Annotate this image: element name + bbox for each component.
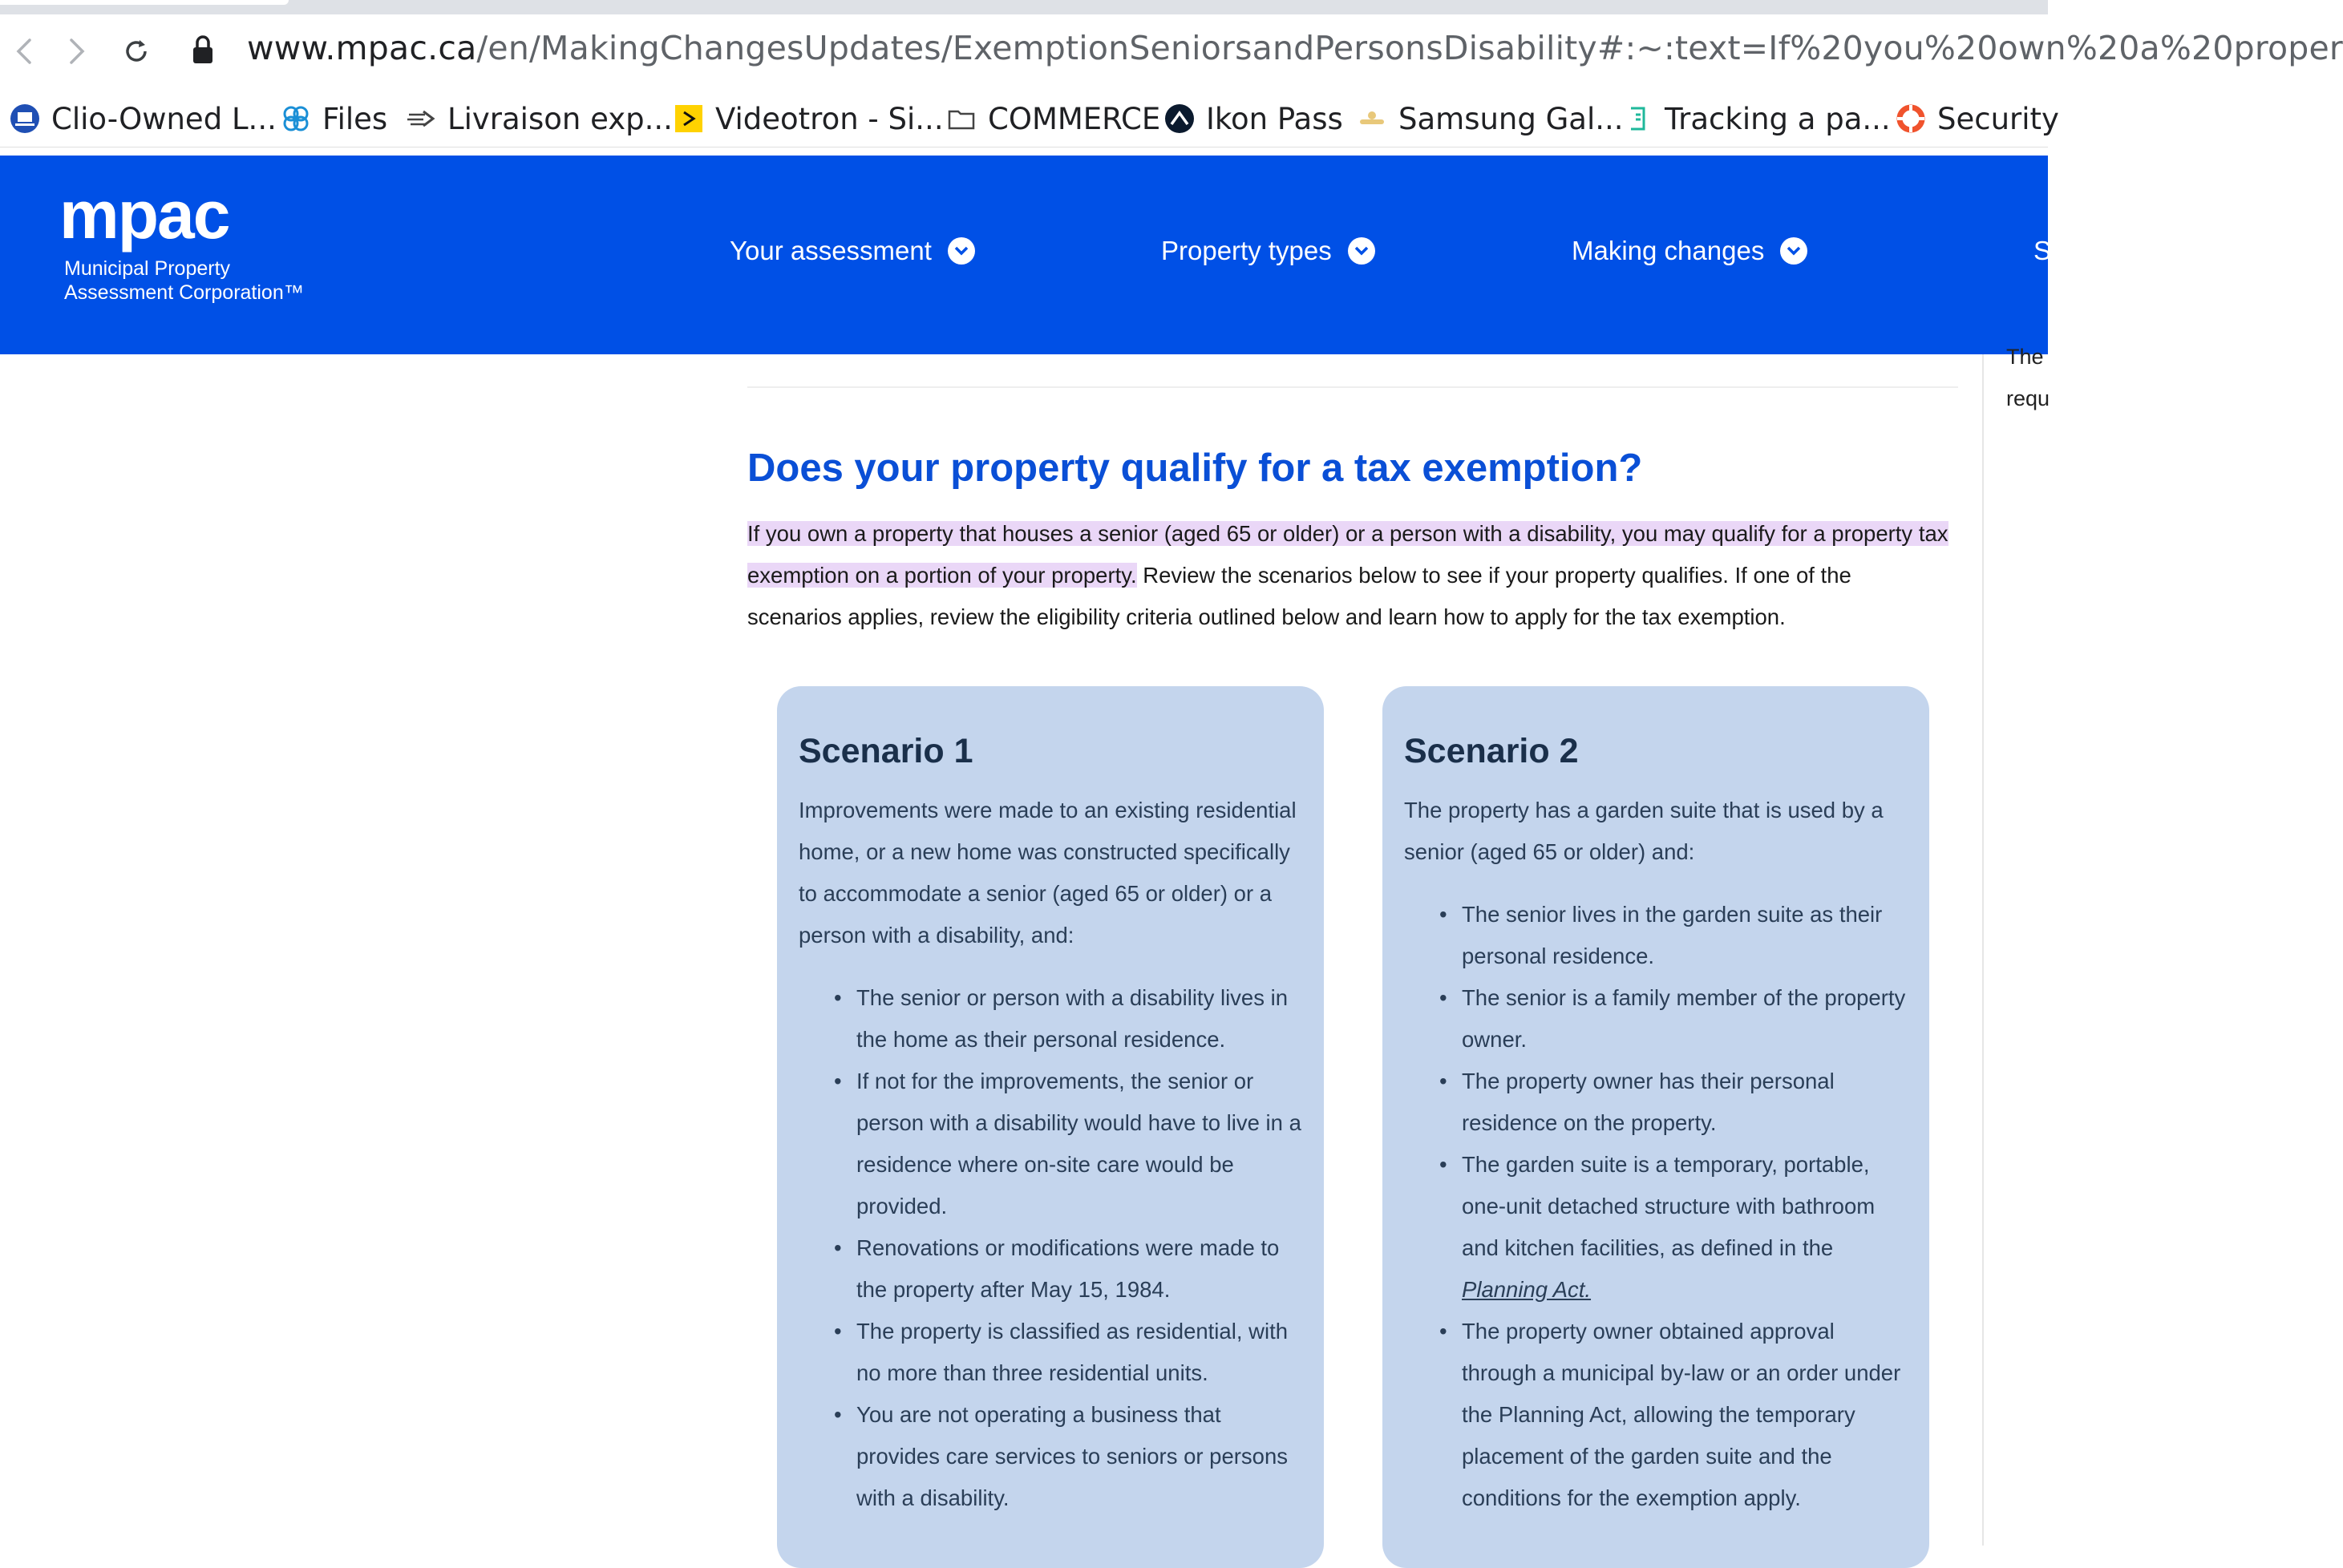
list-item: • The senior lives in the garden suite as their personal residence. — [1462, 894, 1908, 977]
highlighted-text: If you own a property that houses a senior (aged 65 or older) or a person with a disability, you may qualify for a property tax exemption on a portion of your property. — [747, 521, 1948, 588]
reload-icon — [120, 35, 152, 67]
sidebar-rule — [1982, 354, 1984, 1546]
back-arrow-icon — [12, 37, 36, 66]
list-item: • The property owner has their personal residence on the property. — [1462, 1061, 1908, 1144]
scenario-title: Scenario 2 — [1404, 732, 1579, 770]
chevron-down-icon — [1780, 237, 1807, 265]
list-item: • Renovations or modifications were made to the property after May 15, 1984. — [856, 1227, 1303, 1311]
list-item: • The senior is a family member of the property owner. — [1462, 977, 1908, 1061]
folder-icon — [946, 103, 977, 134]
scenario-lead: The property has a garden suite that is used by a senior (aged 65 or older) and: — [1404, 798, 1884, 864]
files-icon — [281, 103, 311, 134]
laptop-icon — [10, 103, 40, 134]
sidebar-text-truncated: The — [2006, 345, 2044, 369]
bookmark-videotron[interactable]: Videotron - Si... — [674, 99, 944, 138]
logo-subtitle: Municipal Property Assessment Corporation™ — [64, 257, 304, 304]
delivery-icon — [406, 103, 436, 134]
nav-your-assessment[interactable]: Your assessment — [730, 236, 975, 266]
back-button[interactable] — [0, 14, 48, 88]
list-item: • You are not operating a business that provides care services to seniors or persons with a disability. — [856, 1394, 1303, 1519]
section-divider — [747, 386, 1958, 388]
list-item: • The property owner obtained approval through a municipal by-law or an order under the Planning Act, allowing the temporary placement of the garden suite and the conditions for the exemption apply. — [1462, 1311, 1908, 1519]
scenario-criteria-list — [1404, 894, 1908, 1519]
list-item: • The senior or person with a disability lives in the home as their personal residence. — [856, 977, 1303, 1061]
scenario-criteria-list — [799, 977, 1303, 1519]
scenario-1-card — [777, 686, 1324, 1568]
tracking-icon — [1623, 103, 1653, 134]
videotron-icon — [674, 103, 704, 134]
bookmark-samsung[interactable]: Samsung Gal... — [1357, 99, 1624, 138]
bookmark-ikon-pass[interactable]: Ikon Pass — [1164, 99, 1343, 138]
bookmark-clio[interactable]: Clio-Owned L... — [10, 99, 277, 138]
scenario-lead: Improvements were made to an existing residential home, or a new home was constructed specifically to accommodate a senior (aged 65 or older) or a person with a disability, and: — [799, 798, 1297, 948]
intro-paragraph: If you own a property that houses a senior (aged 65 or older) or a person with a disability, you may qualify for a property tax exemption on a portion of your property. Review the scenarios below to see if your property qualifies. If one of the scenarios applies, review the eligibility criteria outlined below and learn how to apply for the tax exemption. — [747, 521, 1948, 629]
site-header — [0, 156, 2052, 354]
tab-strip — [0, 0, 2048, 14]
planning-act-link[interactable]: Planning Act. — [1462, 1277, 1592, 1302]
list-item: • If not for the improvements, the senior or person with a disability would have to live in a residence where on-site care would be provided. — [856, 1061, 1303, 1227]
chevron-down-icon — [948, 237, 975, 265]
url-host: www.mpac.ca — [247, 29, 477, 67]
forward-arrow-icon — [65, 37, 89, 66]
reload-button[interactable] — [112, 14, 160, 88]
address-bar[interactable] — [247, 29, 2343, 67]
url-path: /en/MakingChangesUpdates/ExemptionSeniorsandPersonsDisability#:~:text=If%20you%20own%20a%20proper — [476, 29, 2343, 67]
security-icon — [1896, 103, 1926, 134]
bookmark-livraison[interactable]: Livraison exp... — [406, 99, 673, 138]
nav-item-truncated[interactable]: S — [2033, 236, 2052, 265]
scenario-2-card — [1382, 686, 1929, 1568]
bookmark-commerce[interactable]: COMMERCE — [946, 99, 1160, 138]
sidebar-text-truncated: requ — [2006, 386, 2050, 410]
forward-button[interactable] — [53, 14, 101, 88]
scenario-title: Scenario 1 — [799, 732, 973, 770]
bookmark-files[interactable]: Files — [281, 99, 387, 138]
bookmark-security[interactable]: Security — [1896, 99, 2059, 138]
list-item: • The garden suite is a temporary, portable, one-unit detached structure with bathroom and kitchen facilities, as defined in the Planning Act. — [1462, 1144, 1908, 1311]
bookmarks-bar — [0, 90, 2059, 148]
nav-making-changes[interactable]: Making changes — [1572, 236, 1807, 266]
chevron-down-icon — [1348, 237, 1375, 265]
list-item: • The property is classified as residential, with no more than three residential units. — [856, 1311, 1303, 1394]
page-heading: Does your property qualify for a tax exemption? — [747, 447, 1643, 490]
mpac-logo[interactable]: mpac — [59, 177, 229, 253]
lock-icon[interactable] — [191, 34, 223, 69]
ikon-icon — [1164, 103, 1195, 134]
nav-property-types[interactable]: Property types — [1161, 236, 1375, 266]
active-tab[interactable] — [0, 0, 289, 5]
bookmark-tracking[interactable]: Tracking a pa... — [1623, 99, 1891, 138]
samsung-icon — [1357, 103, 1387, 134]
